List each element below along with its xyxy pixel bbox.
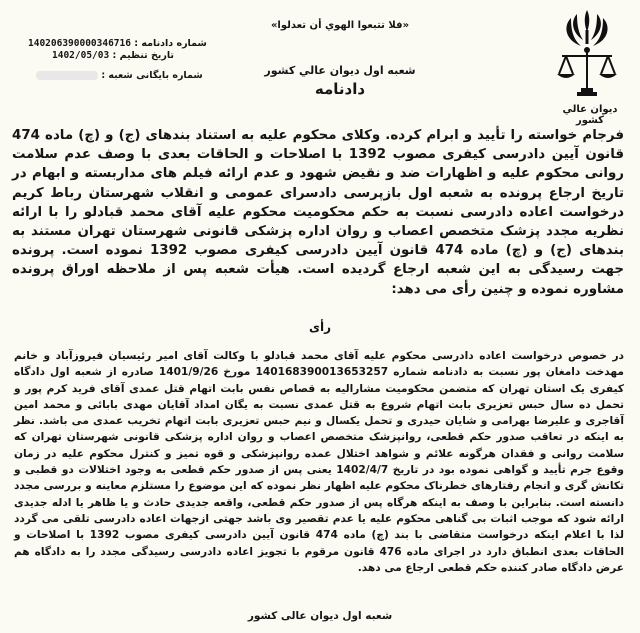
document-header	[0, 0, 640, 125]
document-type-title: دادنامه	[314, 80, 366, 98]
archive-number-label: شماره بایگانی شعبه :	[101, 70, 203, 81]
document-number-value: 140206390000346716	[28, 38, 131, 49]
ruling-text: در خصوص درخواست اعاده دادرسی محکوم علیه آقای محمد قبادلو با وکالت آقای امیر رئیسیان فیروزآباد و خانم مهدخت دامغان پور نسبت به دادنامه شماره 140168390013653257 مورخ 1401/9/26 صادره از شعبه اول دادگاه کیفری یک استان تهران که متضمن محکومیت مشارالیه به قصاص نفس بابت اتهام قتل عمدی آقای فرید کرم پور و تحمل ده سال حبس تعزیری بابت اتهام شروع به قتل عمدی نسبت به یگان امداد آقایان مهدی بابائی و محمد امین آقاجری و علیرضا بهرامی و شایان حیدری و تحمل یکسال و نیم حبس تعزیری بابت اتهام تخریب عمدی می باشد. نظر به اینکه در تعاقب صدور حکم قطعی، روانپزشک متخصص اعصاب و روان اداره پزشکی قانونی شهرستان تهران که سلامت روانی و فقدان هرگونه علائم و شواهد اختلال عمده روانپزشکی و قوه تمیز و کنترل محکوم علیه در زمان وقوع جرم تأیید و گواهی نموده بود در تاریخ 1402/4/7 یعنی پس از صدور حکم قطعی به وجود اختلالات دو قطبی و تکانش گری و انجام رفتارهای خطرناک محکوم علیه اظهار نظر نموده که این موضوع را مستلزم معاینه و بررسی مجدد دانسته است. بنابراین با وصف به اینکه هرگاه پس از صدور حکم قطعی، واقعه جدیدی حادث و یا ظاهر یا ادله جدیدی ارائه شود که موجب اثبات بی گناهی محکوم علیه یا عدم تقصیر وی باشد جهتی ازجهات اعاده دادرسی تلقی می گردد لذا با اعلام اینکه درخواست متقاضی با بند (چ) ماده 474 قانون آیین دادرسی کیفری مصوب 1392 با اصلاحات و الحاقات بعدی انطباق دارد در اجرای ماده 476 قانون مرقوم با تجویز اعاده دادرسی رسیدگی مجدد را به دادگاه هم عرض دادگاه صادر کننده حکم قطعی ارجاع می دهد.	[14, 350, 625, 574]
redacted-value	[36, 71, 98, 80]
document-number-label: شماره دادنامه :	[134, 38, 207, 49]
document-number	[28, 38, 207, 49]
case-background-text: فرجام خواسته را تأیید و ابرام کرده. وکلای محکوم علیه به استناد بندهای (ج) و (چ) ماده 474 قانون آیین دادرسی کیفری مصوب 1392 با اصلاحات و الحاقات بعدی با وصف عدم سلامت روانی محکوم علیه و اظهارات ضد و نقیض شهود و عدم ارائه فیلم های مداربسته و ابهام در تاریخ ارجاع پرونده به شعبه اول بازپرسی دادسرای عمومی و انقلاب شهرستان رباط کریم درخواست اعاده دادرسی نسبت به حکم محکومیت محکوم علیه آقای محمد قبادلو را با ارائه نظریه مجدد پزشک متخصص اعصاب و روان اداره پزشکی قانونی شهرستان تهران مستند به بندهای (ج) و (چ) ماده 474 قانون آیین دادرسی کیفری مصوب 1392 نموده است. پرونده جهت رسیدگی به این شعبه ارجاع گردیده است. هیأت شعبه پس از ملاحظه اوراق پرونده مشاوره نموده و چنین رأی می دهد:	[12, 128, 624, 297]
issue-date-value: 1402/05/03	[52, 50, 110, 61]
court-name: ديوان عالي كشور	[562, 104, 618, 126]
issue-date	[52, 50, 174, 61]
signature-line: شعبه اول دیوان عالی کشور	[247, 610, 393, 622]
iran-emblem-and-scales-icon	[552, 6, 622, 102]
issue-date-label: تاریخ تنظیم :	[112, 50, 174, 61]
ruling-section	[14, 348, 624, 576]
ruling-heading: رأی	[308, 320, 332, 334]
archive-number	[32, 70, 203, 81]
header-verse: «فلا تتبعوا الهوي أن تعدلوا»	[270, 20, 410, 31]
branch-title: شعبه اول ديوان عالي كشور	[264, 64, 416, 77]
case-background-paragraph	[12, 126, 624, 299]
